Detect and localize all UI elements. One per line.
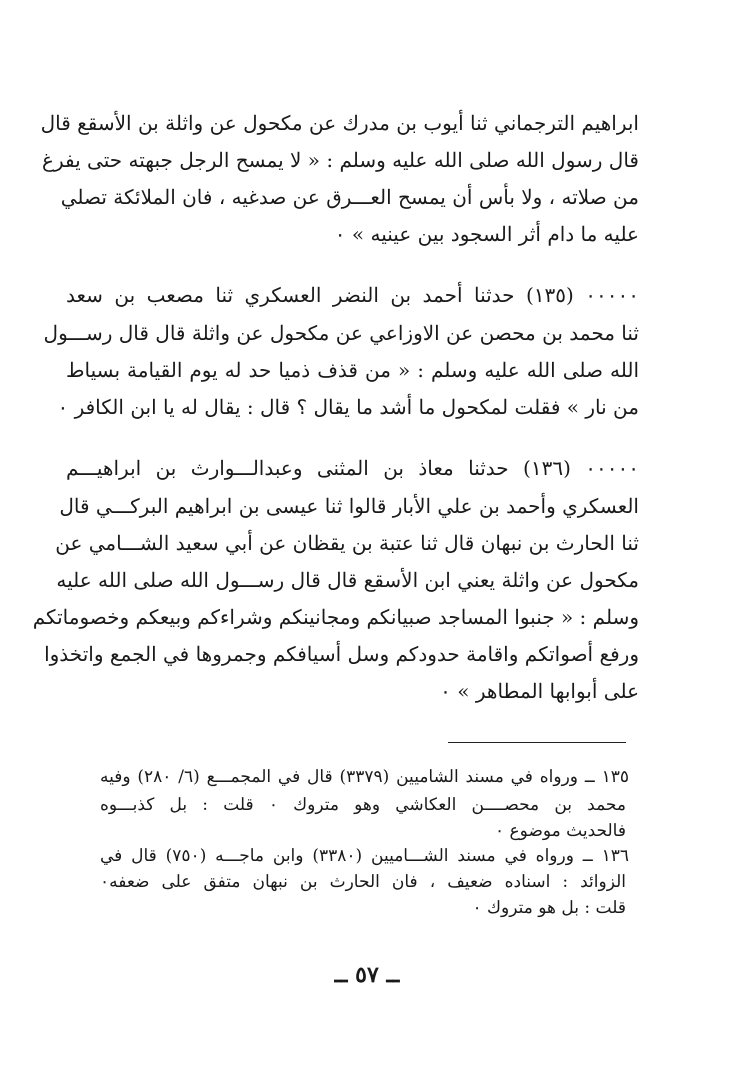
text-line: عليه ما دام أثر السجود بين عينيه » ٠ (334, 222, 639, 246)
text-line: على أبوابها المطاهر » ٠ (440, 679, 639, 703)
footnote-line: محمد بن محصــــن العكاشي وهو متروك ٠ قلت : بل كذبـــوه (100, 795, 626, 815)
footnote-separator (448, 742, 626, 743)
page-number: ــ ٥٧ ــ (334, 962, 400, 988)
text-line: ورفع أصواتكم واقامة حدودكم وسل أسيافكم وجمروها في الجمع واتخذوا (44, 642, 639, 666)
footnote-line: ١٣٥ ــ ورواه في مسند الشاميين (٣٣٧٩) قال في المجمـــع (٦/ ٢٨٠) وفيه (100, 767, 629, 787)
text-line: ٠٠٠٠٠ (١٣٥) حدثنا أحمد بن النضر العسكري ثنا مصعب بن سعد (66, 283, 639, 307)
text-line: ثنا الحارث بن نبهان قال ثنا عتبة بن يقظان عن أبي سعيد الشـــامي عن (55, 531, 639, 555)
text-line: مكحول عن واثلة يعني ابن الأسقع قال قال رســـول الله صلى الله عليه (56, 568, 639, 592)
text-line: ثنا محمد بن محصن عن الاوزاعي عن مكحول عن واثلة قال قال رســـول (43, 321, 639, 345)
text-line: قال رسول الله صلى الله عليه وسلم : « لا يمسح الرجل جبهته حتى يفرغ (42, 148, 639, 172)
text-line: ٠٠٠٠٠ (١٣٦) حدثنا معاذ بن المثنى وعبدالـــوارث بن ابراهيـــم (66, 456, 639, 480)
footnote-line: قلت : بل هو متروك ٠ (472, 898, 626, 918)
footnote-line: فالحديث موضوع ٠ (494, 821, 626, 841)
text-line: من نار » فقلت لمكحول ما أشد ما يقال ؟ قال : يقال له يا ابن الكافر ٠ (57, 395, 639, 419)
footnote-line: ١٣٦ ــ ورواه في مسند الشـــاميين (٣٣٨٠) وابن ماجـــه (٧٥٠) قال في (100, 846, 629, 866)
text-line: العسكري وأحمد بن علي الأبار قالوا ثنا عيسى بن ابراهيم البركـــي قال (59, 494, 639, 518)
footnote-line: الزوائد : اسناده ضعيف ، فان الحارث بن نبهان متفق على ضعفه٠ (100, 872, 626, 892)
text-line: الله صلى الله عليه وسلم : « من قذف ذميا حد له يوم القيامة بسياط (66, 358, 639, 382)
text-line: من صلاته ، ولا بأس أن يمسح العـــرق عن صدغيه ، فان الملائكة تصلي (60, 185, 639, 209)
text-line: ابراهيم الترجماني ثنا أيوب بن مدرك عن مكحول عن واثلة بن الأسقع قال (40, 111, 639, 135)
text-line: وسلم : « جنبوا المساجد صبيانكم ومجانينكم وشراءكم وبيعكم وخصوماتكم (32, 605, 639, 629)
